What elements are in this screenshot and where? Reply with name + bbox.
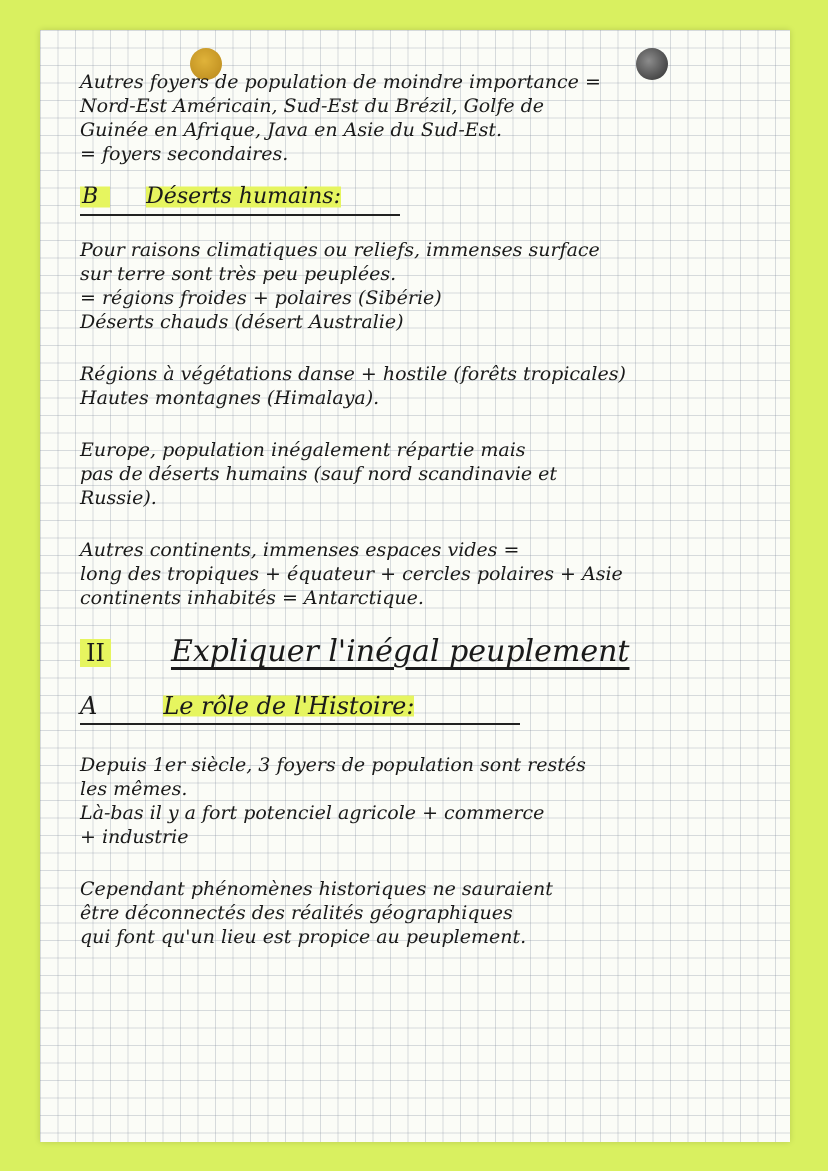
- text-line: = régions froides + polaires (Sibérie): [80, 287, 442, 309]
- paragraph-secondary-foci: [80, 70, 785, 166]
- notebook-page: [40, 30, 790, 1142]
- text-line: être déconnectés des réalités géographiques: [80, 902, 513, 924]
- section-letter: A: [80, 692, 98, 720]
- text-line: les mêmes.: [80, 778, 188, 800]
- section-numeral: II: [80, 633, 111, 673]
- text-line: continents inhabités = Antarctique.: [80, 587, 424, 609]
- text-line: Europe, population inégalement répartie mais: [80, 439, 526, 461]
- paragraph-history: [80, 753, 785, 849]
- text-line: + industrie: [80, 826, 189, 848]
- text-line: Déserts chauds (désert Australie): [80, 311, 404, 333]
- text-line: Autres foyers de population de moindre importance =: [80, 71, 601, 93]
- handwritten-notes: [80, 70, 785, 949]
- section-title: Le rôle de l'Histoire:: [163, 692, 415, 720]
- text-line: Depuis 1er siècle, 3 foyers de population sont restés: [80, 754, 586, 776]
- text-line: Régions à végétations danse + hostile (forêts tropicales): [80, 363, 626, 385]
- section-heading-b: [80, 182, 400, 216]
- text-line: Autres continents, immenses espaces vides =: [80, 539, 520, 561]
- text-line: sur terre sont très peu peuplées.: [80, 263, 397, 285]
- paragraph-europe: [80, 438, 785, 510]
- section-title: Déserts humains:: [146, 182, 341, 212]
- section-heading-a: [80, 691, 520, 725]
- section-letter: B: [80, 182, 110, 212]
- paragraph-other-continents: [80, 538, 785, 610]
- text-line: Russie).: [80, 487, 157, 509]
- paragraph-geography: [80, 877, 785, 949]
- text-line: Guinée en Afrique, Java en Asie du Sud-Est.: [80, 119, 503, 141]
- text-line: Hautes montagnes (Himalaya).: [80, 387, 380, 409]
- section-title: Expliquer l'inégal peuplement: [170, 634, 630, 669]
- text-line: = foyers secondaires.: [80, 143, 289, 165]
- text-line: qui font qu'un lieu est propice au peuplement.: [80, 926, 527, 948]
- text-line: Nord-Est Américain, Sud-Est du Brézil, Golfe de: [80, 95, 545, 117]
- text-line: Pour raisons climatiques ou reliefs, immenses surface: [80, 239, 600, 261]
- paragraph-vegetation-mountains: [80, 362, 785, 410]
- text-line: Là-bas il y a fort potenciel agricole + commerce: [80, 802, 545, 824]
- text-line: pas de déserts humains (sauf nord scandinavie et: [80, 463, 558, 485]
- section-heading-ii: [80, 632, 785, 675]
- paragraph-deserts: [80, 238, 785, 334]
- text-line: long des tropiques + équateur + cercles polaires + Asie: [80, 563, 623, 585]
- text-line: Cependant phénomènes historiques ne sauraient: [80, 878, 553, 900]
